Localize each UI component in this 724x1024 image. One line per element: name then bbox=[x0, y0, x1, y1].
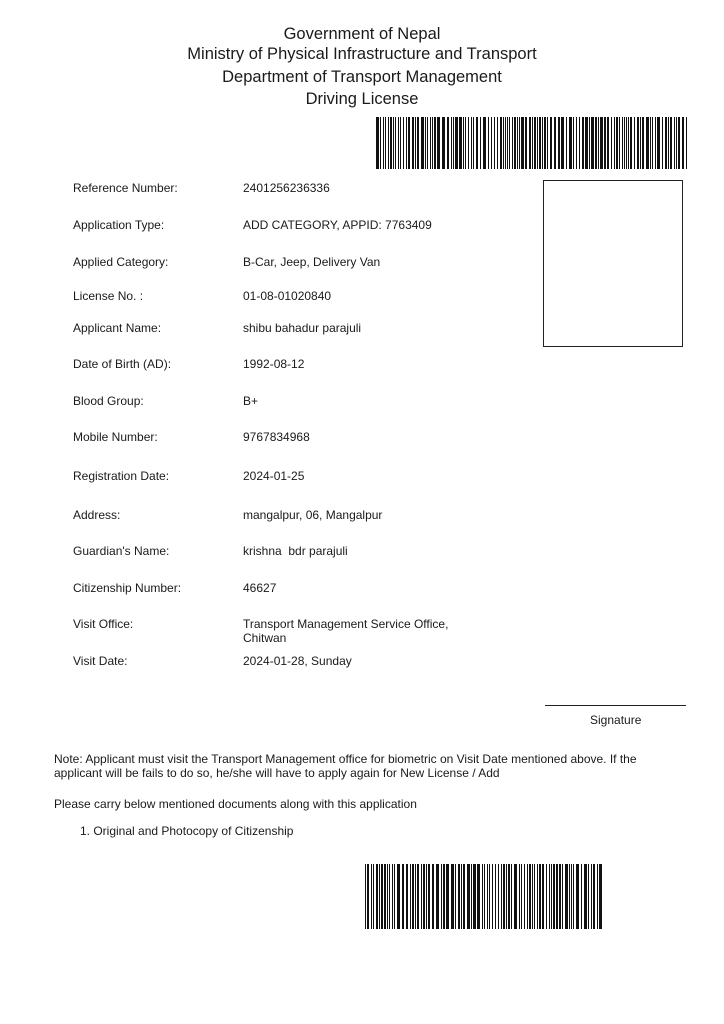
barcode-bar bbox=[436, 864, 439, 929]
barcode-bar bbox=[591, 864, 592, 929]
barcode-bar bbox=[546, 864, 547, 929]
barcode-bar bbox=[501, 864, 502, 929]
barcode-bar bbox=[506, 864, 507, 929]
barcode-bar bbox=[642, 117, 644, 169]
barcode-bar bbox=[576, 117, 577, 169]
barcode-bar bbox=[640, 117, 641, 169]
visit-office-value: Transport Management Service Office, Chitwan bbox=[243, 617, 449, 645]
barcode-bar bbox=[480, 117, 481, 169]
visit-date-value: 2024-01-28, Sunday bbox=[243, 654, 352, 668]
barcode-bar bbox=[507, 117, 508, 169]
barcode-bar bbox=[628, 117, 629, 169]
barcode-bar bbox=[392, 864, 393, 929]
barcode-bar bbox=[532, 864, 533, 929]
barcode-bar bbox=[417, 117, 419, 169]
barcode-bar bbox=[394, 864, 395, 929]
barcode-bar bbox=[678, 117, 680, 169]
barcode-bar bbox=[463, 117, 464, 169]
signature-line bbox=[545, 705, 686, 706]
barcode-bar bbox=[553, 864, 555, 929]
barcode-bar bbox=[550, 117, 552, 169]
barcode-bar bbox=[421, 864, 422, 929]
barcode-bar bbox=[630, 117, 632, 169]
barcode-bar bbox=[517, 117, 518, 169]
barcode-bar bbox=[676, 117, 677, 169]
barcode-bar bbox=[554, 117, 556, 169]
barcode-bar bbox=[558, 117, 560, 169]
barcode-bar bbox=[412, 117, 414, 169]
barcode-bar bbox=[579, 117, 580, 169]
barcode-bar bbox=[385, 117, 386, 169]
barcode-bar bbox=[529, 117, 531, 169]
barcode-bar bbox=[477, 864, 480, 929]
barcode-bar bbox=[468, 117, 469, 169]
header-department: Department of Transport Management bbox=[222, 68, 502, 86]
barcode-bar bbox=[519, 864, 520, 929]
barcode-bar bbox=[484, 864, 485, 929]
barcode-bar bbox=[451, 864, 454, 929]
address-value: mangalpur, 06, Mangalpur bbox=[243, 508, 383, 522]
application-type-label: Application Type: bbox=[73, 218, 165, 232]
barcode-bar bbox=[447, 117, 449, 169]
barcode-bar bbox=[393, 117, 394, 169]
barcode-bar bbox=[569, 117, 572, 169]
barcode-bar bbox=[650, 117, 651, 169]
carry-documents-text: Please carry below mentioned documents along with this application bbox=[54, 797, 417, 811]
barcode-bar bbox=[425, 117, 426, 169]
barcode-bar bbox=[573, 864, 574, 929]
barcode-bar bbox=[611, 117, 612, 169]
barcode-bar bbox=[559, 864, 561, 929]
barcode-bar bbox=[412, 864, 414, 929]
barcode-bar bbox=[593, 864, 595, 929]
barcode-bar bbox=[509, 117, 510, 169]
barcode-bar bbox=[668, 117, 669, 169]
barcode-bar bbox=[400, 117, 401, 169]
barcode-bar bbox=[455, 117, 458, 169]
barcode-bar bbox=[473, 864, 476, 929]
barcode-bar bbox=[573, 117, 574, 169]
barcode-bar bbox=[421, 117, 424, 169]
visit-office-label: Visit Office: bbox=[73, 617, 134, 631]
barcode-bar bbox=[665, 117, 667, 169]
applicant-name-value: shibu bahadur parajuli bbox=[243, 321, 362, 335]
barcode-bar bbox=[562, 864, 563, 929]
barcode-bar bbox=[406, 117, 407, 169]
barcode-bar bbox=[674, 117, 675, 169]
barcode-bar bbox=[441, 864, 442, 929]
barcode-bar bbox=[514, 117, 516, 169]
dob-value: 1992-08-12 bbox=[243, 357, 305, 371]
barcode-bar bbox=[442, 117, 445, 169]
barcode-bar bbox=[534, 864, 535, 929]
barcode-bar bbox=[637, 117, 639, 169]
barcode-bar bbox=[373, 864, 374, 929]
barcode-bar bbox=[443, 864, 445, 929]
barcode-bar bbox=[398, 117, 399, 169]
visit-date-label: Visit Date: bbox=[73, 654, 128, 668]
barcode-bar bbox=[402, 864, 404, 929]
barcode-bar bbox=[581, 864, 582, 929]
applicant-name-label: Applicant Name: bbox=[73, 321, 162, 335]
barcode-bar bbox=[521, 117, 524, 169]
barcode-bar bbox=[512, 117, 513, 169]
barcode-bar bbox=[461, 864, 462, 929]
barcode-bar bbox=[494, 117, 495, 169]
barcode-bar bbox=[417, 864, 419, 929]
barcode-bar bbox=[453, 117, 454, 169]
barcode-bar bbox=[390, 117, 392, 169]
barcode-bar bbox=[403, 117, 404, 169]
registration-date-label: Registration Date: bbox=[73, 469, 170, 483]
barcode-bar bbox=[482, 864, 483, 929]
barcode-bar bbox=[497, 117, 498, 169]
license-no-label: License No. : bbox=[73, 289, 144, 303]
barcode-bar bbox=[595, 117, 597, 169]
barcode-bar bbox=[519, 117, 520, 169]
header-document-title: Driving License bbox=[305, 90, 419, 108]
barcode-bar bbox=[686, 117, 687, 169]
barcode-bar bbox=[458, 864, 460, 929]
barcode-bar bbox=[459, 117, 462, 169]
barcode-bar bbox=[566, 117, 567, 169]
barcode-bar bbox=[604, 117, 606, 169]
barcode-bar bbox=[544, 117, 546, 169]
blood-group-label: Blood Group: bbox=[73, 394, 144, 408]
barcode-bar bbox=[589, 117, 590, 169]
barcode-bar bbox=[584, 864, 587, 929]
barcode-bar bbox=[542, 117, 543, 169]
barcode-bar bbox=[437, 117, 440, 169]
barcode-bar bbox=[423, 864, 425, 929]
barcode-bar bbox=[505, 117, 506, 169]
barcode-bar bbox=[397, 864, 400, 929]
barcode-bar bbox=[616, 117, 618, 169]
citizenship-value: 46627 bbox=[243, 581, 277, 595]
signature-label: Signature bbox=[590, 713, 642, 727]
barcode-bar bbox=[381, 864, 383, 929]
barcode-bar bbox=[646, 117, 649, 169]
barcode-bar bbox=[652, 117, 653, 169]
barcode-bar bbox=[389, 864, 390, 929]
barcode-bottom bbox=[365, 864, 603, 929]
barcode-bar bbox=[585, 117, 588, 169]
barcode-bar bbox=[655, 117, 656, 169]
barcode-bar bbox=[569, 864, 570, 929]
barcode-bar bbox=[491, 117, 492, 169]
barcode-bar bbox=[427, 117, 428, 169]
barcode-bar bbox=[471, 117, 472, 169]
barcode-bar bbox=[537, 117, 538, 169]
barcode-bar bbox=[495, 864, 496, 929]
barcode-bar bbox=[565, 864, 568, 929]
barcode-bar bbox=[619, 117, 620, 169]
barcode-bar bbox=[387, 864, 388, 929]
guardian-value: krishna bdr parajuli bbox=[243, 544, 348, 558]
barcode-bar bbox=[376, 117, 379, 169]
barcode-bar bbox=[428, 864, 430, 929]
header-ministry: Ministry of Physical Infrastructure and Transport bbox=[187, 45, 537, 63]
applied-category-value: B-Car, Jeep, Delivery Van bbox=[243, 255, 381, 269]
barcode-bar bbox=[498, 864, 499, 929]
application-type-value: ADD CATEGORY, APPID: 7763409 bbox=[243, 218, 432, 232]
barcode-bar bbox=[622, 117, 623, 169]
barcode-bar bbox=[432, 117, 433, 169]
barcode-bar bbox=[551, 864, 552, 929]
document-list-item: 1. Original and Photocopy of Citizenship bbox=[80, 824, 294, 838]
barcode-bar bbox=[521, 864, 522, 929]
barcode-bar bbox=[514, 864, 517, 929]
barcode-bar bbox=[415, 117, 416, 169]
barcode-bar bbox=[599, 864, 602, 929]
barcode-bar bbox=[455, 864, 456, 929]
barcode-bar bbox=[430, 117, 431, 169]
barcode-bar bbox=[607, 117, 609, 169]
barcode-bar bbox=[542, 864, 544, 929]
barcode-bar bbox=[384, 864, 386, 929]
barcode-bar bbox=[682, 117, 684, 169]
barcode-bar bbox=[471, 864, 472, 929]
barcode-bar bbox=[426, 864, 427, 929]
reference-value: 2401256236336 bbox=[243, 181, 330, 195]
barcode-bar bbox=[503, 864, 505, 929]
barcode-bar bbox=[388, 117, 389, 169]
note-text: Note: Applicant must visit the Transport Management office for biometric on Visit Date mentioned above. If the applicant will be fails to do so, he/she will have to apply again for New License / Add bbox=[54, 752, 637, 780]
barcode-bar bbox=[571, 864, 572, 929]
mobile-value: 9767834968 bbox=[243, 430, 310, 444]
address-label: Address: bbox=[73, 508, 121, 522]
barcode-bar bbox=[539, 117, 541, 169]
barcode-bar bbox=[406, 864, 408, 929]
barcode-bar bbox=[376, 864, 378, 929]
barcode-bar bbox=[451, 117, 452, 169]
barcode-bar bbox=[408, 117, 410, 169]
barcode-bar bbox=[597, 864, 598, 929]
barcode-bar bbox=[556, 864, 558, 929]
license-no-value: 01-08-01020840 bbox=[243, 289, 332, 303]
barcode-bar bbox=[380, 117, 381, 169]
barcode-bar bbox=[624, 117, 625, 169]
barcode-bar bbox=[465, 117, 466, 169]
barcode-bar bbox=[434, 117, 436, 169]
barcode-bar bbox=[598, 117, 599, 169]
barcode-bar bbox=[657, 117, 660, 169]
barcode-bar bbox=[549, 864, 550, 929]
barcode-bar bbox=[539, 864, 541, 929]
header-government: Government of Nepal bbox=[283, 25, 441, 43]
barcode-bar bbox=[410, 864, 411, 929]
barcode-bar bbox=[473, 117, 474, 169]
barcode-bar bbox=[527, 864, 528, 929]
barcode-bar bbox=[532, 117, 533, 169]
barcode-bar bbox=[634, 117, 635, 169]
barcode-bar bbox=[489, 864, 490, 929]
barcode-bar bbox=[487, 864, 488, 929]
barcode-bar bbox=[371, 864, 372, 929]
blood-group-value: B+ bbox=[243, 394, 259, 408]
barcode-bar bbox=[379, 864, 380, 929]
barcode-bar bbox=[576, 864, 579, 929]
barcode-bar bbox=[626, 117, 627, 169]
barcode-bar bbox=[383, 117, 384, 169]
citizenship-label: Citizenship Number: bbox=[73, 581, 182, 595]
barcode-bar bbox=[582, 117, 584, 169]
barcode-bar bbox=[395, 117, 396, 169]
barcode-bar bbox=[614, 117, 615, 169]
photo-box bbox=[543, 180, 683, 347]
barcode-bar bbox=[670, 117, 672, 169]
barcode-bar bbox=[500, 117, 502, 169]
applied-category-label: Applied Category: bbox=[73, 255, 169, 269]
barcode-bar bbox=[365, 864, 366, 929]
barcode-bar bbox=[476, 117, 478, 169]
barcode-bar bbox=[524, 864, 525, 929]
registration-date-value: 2024-01-25 bbox=[243, 469, 305, 483]
barcode-bar bbox=[537, 864, 538, 929]
barcode-bar bbox=[492, 864, 493, 929]
reference-label: Reference Number: bbox=[73, 181, 178, 195]
guardian-label: Guardian's Name: bbox=[73, 544, 170, 558]
barcode-bar bbox=[488, 117, 489, 169]
barcode-bar bbox=[446, 864, 449, 929]
barcode-bar bbox=[600, 117, 603, 169]
barcode-bar bbox=[534, 117, 536, 169]
mobile-label: Mobile Number: bbox=[73, 430, 158, 444]
barcode-bar bbox=[525, 117, 527, 169]
barcode-bar bbox=[415, 864, 416, 929]
barcode-bar bbox=[503, 117, 504, 169]
barcode-bar bbox=[591, 117, 594, 169]
barcode-bar bbox=[511, 864, 512, 929]
barcode-bar bbox=[662, 117, 663, 169]
dob-label: Date of Birth (AD): bbox=[73, 357, 172, 371]
barcode-bar bbox=[547, 117, 548, 169]
barcode-top bbox=[376, 117, 690, 169]
barcode-bar bbox=[432, 864, 434, 929]
barcode-bar bbox=[588, 864, 589, 929]
barcode-bar bbox=[467, 864, 470, 929]
barcode-bar bbox=[483, 117, 486, 169]
barcode-bar bbox=[367, 864, 369, 929]
barcode-bar bbox=[561, 117, 564, 169]
barcode-bar bbox=[529, 864, 531, 929]
barcode-bar bbox=[508, 864, 510, 929]
barcode-bar bbox=[463, 864, 465, 929]
